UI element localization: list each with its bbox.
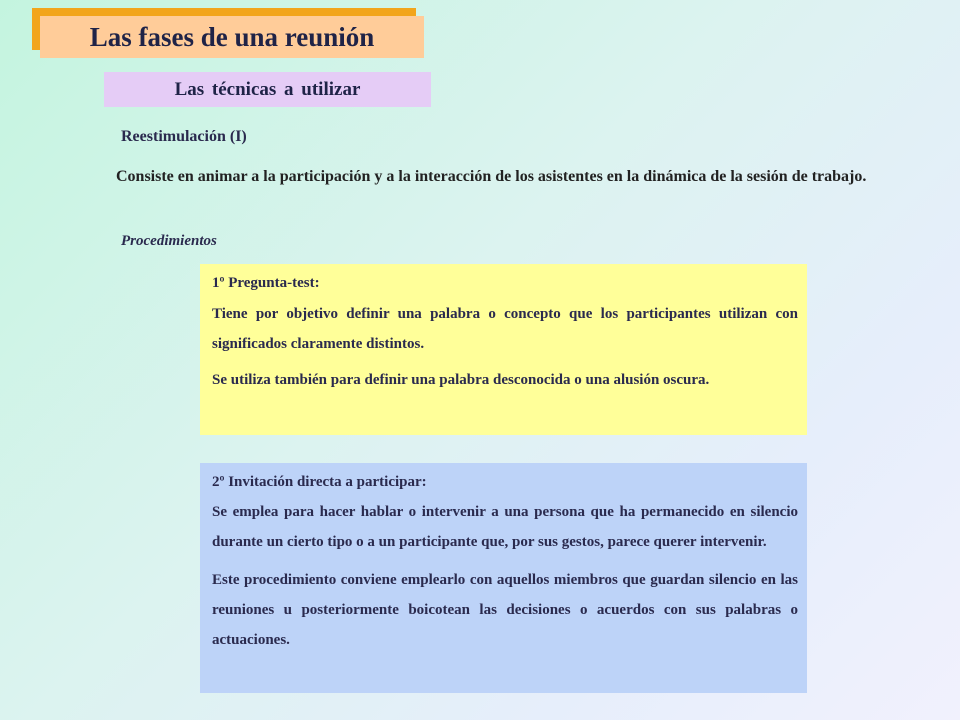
procedure-1-paragraph-2: Se utiliza también para definir una palabra desconocida o una alusión oscura. <box>212 372 710 388</box>
procedure-box-2 <box>200 463 807 693</box>
procedure-1-heading: 1º Pregunta-test: <box>212 275 320 291</box>
slide-subtitle: Las técnicas a utilizar <box>104 72 431 107</box>
slide-title: Las fases de una reunión <box>40 16 424 58</box>
section-heading: Reestimulación (I) <box>121 128 247 145</box>
procedure-2-paragraph-1: Se emplea para hacer hablar o intervenir a una persona que ha permanecido en silencio durante un cierto tipo o a un participante que, por sus gestos, parece querer intervenir. <box>212 504 798 550</box>
procedure-2-heading: 2º Invitación directa a participar: <box>212 474 427 490</box>
procedure-2-paragraph-2: Este procedimiento conviene emplearlo con aquellos miembros que guardan silencio en las reuniones u posteriormente boicotean las decisiones o acuerdos con sus palabras o actuaciones. <box>212 572 798 648</box>
procedures-label: Procedimientos <box>121 233 217 249</box>
procedure-box-1 <box>200 264 807 435</box>
intro-paragraph: Consiste en animar a la participación y a la interacción de los asistentes en la dinámica de la sesión de trabajo. <box>116 168 867 185</box>
procedure-1-paragraph-1: Tiene por objetivo definir una palabra o concepto que los participantes utilizan con significados claramente distintos. <box>212 306 798 352</box>
